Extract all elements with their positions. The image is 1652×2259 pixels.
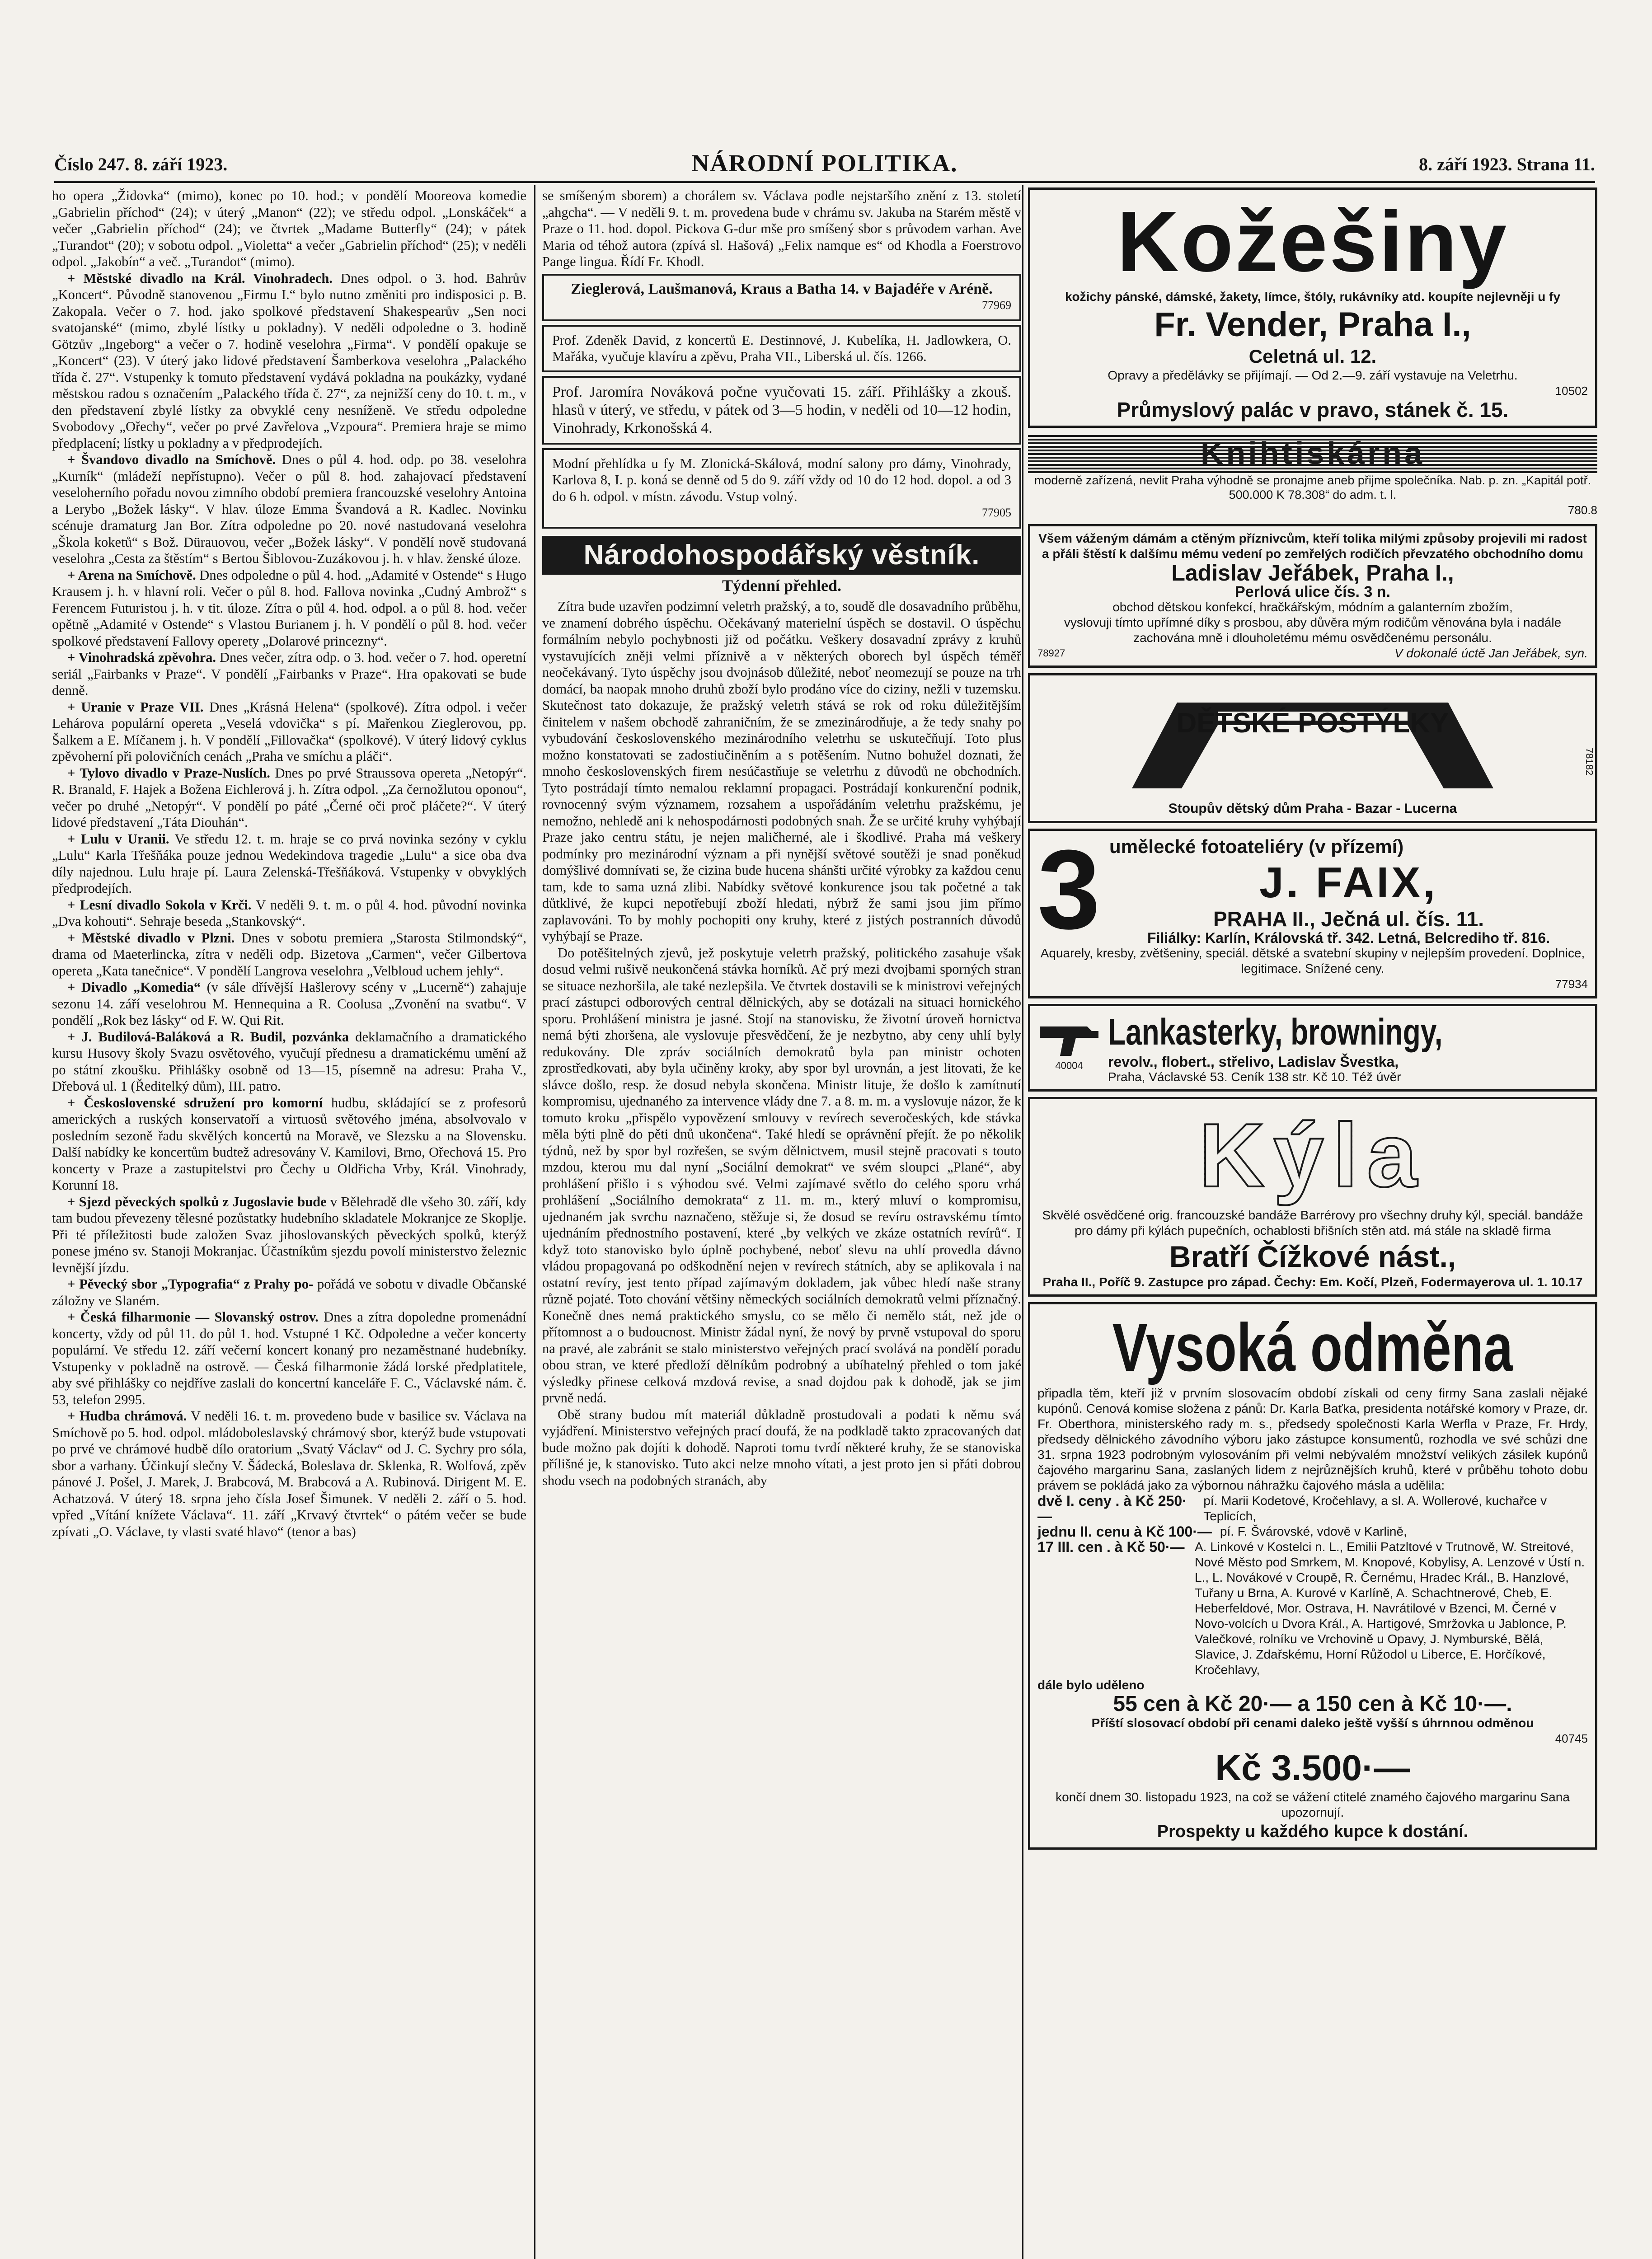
section-banner: Národohospodářský věstník. — [542, 536, 1021, 575]
postylky-ad — [1028, 673, 1597, 823]
kozesiny-ad — [1028, 187, 1597, 428]
notice-heading: + Městské divadlo na Král. Vinohradech. — [67, 270, 333, 286]
kozesiny-repairs: Opravy a předělávky se přijímají. — Od 2.—9. září vystavuje na Veletrhu. — [1108, 368, 1518, 382]
notice-text: ho opera „Židovka“ (mimo), konec po 10. hod.; v pondělí Mooreova komedie „Gabrielin příchod“ (24); v úterý „Manon“ (22); ve středu odpol. „Lonskáček“ a večer „Gabrielin příchod“ (24); ve čtvrtek „Madame Butterfly“ (24); v pátek „Turandot“ (20); v sobotu odpol. „Violetta“ a večer „Gabrielin příchod“ (25); v neděli odpol. „Jakobín“ a več. „Turandot“ (mimo). — [52, 188, 526, 269]
theatre-notice — [52, 1095, 526, 1194]
ad-number: 10502 — [1555, 384, 1588, 398]
theatre-notice — [52, 567, 526, 650]
lankasterky-ad — [1028, 1004, 1597, 1092]
total-reward: Kč 3.500·— — [1215, 1747, 1410, 1788]
notice-heading: + Městské divadlo v Plzni. — [67, 930, 235, 946]
faix-address: PRAHA II., Ječná ul. čís. 11. — [1213, 907, 1484, 931]
theatre-notice — [52, 1194, 526, 1276]
notice-heading: + Uranie v Praze VII. — [67, 699, 204, 715]
notice-text: hudbu, skládající se z profesorů amerických a ruských konservatoří a virtuosů světového jména, absolvovalo v posledním sezoně řadu skvělých koncertů na Moravě, ve Slezsku a na Slovensku. Další nabídky ke koncertům budtež adresovány V. Kamilovi, Brno, Ořechová 15. Pro koncerty v Praze a zastupitelstvi pro Čechy u Oldřicha Vrby, Král. Vinohrady, Korunní 18. — [52, 1095, 526, 1193]
kozesiny-text: kožichy pánské, dámské, žakety, límce, štóly, rukávníky atd. koupíte nejlevněji u fy — [1065, 290, 1561, 304]
notice-heading: + Tylovo divadlo v Praze-Nuslích. — [67, 765, 270, 781]
david-notice: Prof. Zdeněk David, z koncertů E. Destinnové, J. Kubelíka, H. Jadlowkera, O. Mařáka, vyučuje klavíru a zpěvu, Praha VII., Liberská ul. čís. 1266. — [552, 332, 1011, 364]
faix-headline: umělecké fotoateliéry (v přízemí) — [1109, 835, 1404, 857]
faix-services: Aquarely, kresby, zvětšeniny, speciál. dětské a svatební skupiny v nejlepším provedení. Doplnice, legitimace. Snížené ceny. — [1040, 946, 1585, 975]
notice-text: (v sále dřívější Hašlerovy scény v „Lucerně“) zahajuje sezonu 14. září veselohrou M. Hennequina a R. Coolusa „Zvonění na svatbu“. V pondělí „Rok bez lásky“ od F. W. Qui Rit. — [52, 980, 526, 1028]
ad-number: 77934 — [1555, 977, 1588, 991]
section-subtitle: Týdenní přehled. — [722, 576, 842, 595]
advertisement-column — [1028, 187, 1597, 2259]
issue-number: Číslo 247. 8. září 1923. — [54, 154, 228, 174]
bajadera-notice-box — [542, 274, 1021, 321]
prize-list — [1037, 1493, 1588, 1678]
notice-heading: + Hudba chrámová. — [67, 1408, 187, 1424]
theatre-notice — [52, 451, 526, 567]
faix-ad — [1028, 829, 1597, 998]
ad-number: 78927 — [1037, 647, 1065, 659]
notice-heading: + Lulu v Uranii. — [67, 831, 169, 847]
theatre-notice — [52, 699, 526, 765]
ad-number: 780.8 — [1568, 503, 1597, 517]
notice-text: Ve středu 12. t. m. hraje se co prvá novinka sezóny v cyklu „Lulu“ Karla Třešňáka pouze jednou Wedekindova tragedie „Lulu“ a sice oba dva díly najednou. Lulu hraje pí. Laura Zelenská-Třešňáková. Vstupenky v obvyklých předprodejích. — [52, 831, 526, 896]
theatre-notice — [52, 1408, 526, 1540]
novakova-notice-box — [542, 376, 1021, 445]
faix-firm: J. FAIX, — [1259, 858, 1438, 907]
newspaper-title: NÁRODNÍ POLITIKA. — [691, 150, 958, 177]
notice-text: v Bělehradě dle všeho 30. září, kdy tam budou převezeny tělesné pozůstatky hudebního skladatele Mokranjce ze Skoplje. Při té příležitosti bude založen Svaz jihoslovanských pěveckých spolků, kterýž ponese jméno sv. Stanoji Mokranjac. Účastníkům sjezdu povolí ministerstvo železnic levnější jízdu. — [52, 1194, 526, 1275]
notice-text: Dnes po prvé Straussova opereta „Netopýr“. R. Branald, F. Hajek a Božena Eichlerová j. h. Zítra odpol. „Za černožlutou oponou“, večer po druhé „Netopýr“. V pondělí po páté „Černé oči proč pláčete?“. V úterý lidové představení „Táta Diouhán“. — [52, 765, 526, 830]
jerabek-ad — [1028, 524, 1597, 668]
article-paragraph: Zítra bude uzavřen podzimní veletrh pražský, a to, soudě dle dosavadního průběhu, ve znamení dobrého úspěchu. Očekávaný materielní úspěch se dostavil. O úspěchu formálním nebylo pochybnosti již od počátku. Veškery dosavadní zprávy z kruhů vystavujících zněji velmi příznivě a v některých oborech byl úspěch téměř neočekávaný. Tyto úspěchy jsou dvojnásob důležité, neboť neomezují se pouze na trh domácí, ba naopak mnoho druhů zboží bylo prodáno více do ciziny, nežli v tuzemsku. Skutečnost tato dokazuje, že pražský veletrh stává se rok od roku důležitějším činitelem v našem obchodě zahraničním, že se zmezinárodňuje, a že tedy snahy po vybudování československého mezinárodního veletrhu se uskutečňují. Toto plus možno konstatovati se zadostiučiněním a s potěšením. Nutno bohužel doznati, že mnoho československých firem nesúčastňuje se veletrhu z důvodů ne obchodních. Tyto postrádají tímto nemalou reklamní propagaci. Postrádají konkurenční podnik, rovnocenný svým významem, rozsahem a uspořádáním veletrhu pražskému, je nemožno, nehledě ani k nehospodárnosti podobných snah. Že se určité kruhy vyhýbají Praze jako centru státu, je nejen maličherné, ale i škodlivé. Praha má veškery podmínky pro mezinárodní význam a při nynější světové soutěži je snad poněkud domýšlivé domnívati se, že cizina bude hucena shánšti určité výrobky za každou cenu tam, kde to sama uzná zlibi. Nabídky světové konkurence jsou tak početné a tak důtklivé, že kupci nepotřebují zboží hledati, nýbrž že sami jsou jim přímo zaplavováni. To by mohly pochopiti ony kruhy, které z jistých postranních důvodů vyhýbají se Praze. — [542, 599, 1021, 944]
bajadera-notice: Zieglerová, Laušmanová, Kraus a Batha 14. v Bajadéře v Aréně. — [571, 280, 993, 297]
theatre-notice — [52, 1029, 526, 1095]
masthead-rule — [54, 181, 1595, 183]
theatre-notice — [52, 270, 526, 452]
jerabek-signature: V dokonalé úctě Jan Jeřábek, syn. — [1394, 646, 1588, 660]
notice-heading: + Švandovo divadlo na Smíchově. — [67, 452, 276, 467]
novakova-notice: Prof. Jaromíra Nováková počne vyučovati 15. září. Přihlášky a zkouš. hlasů v úterý, ve středu, v pátek od 3—5 hodin, v neděli od 10—12 hodin, Vinohrady, Krkonošská 4. — [552, 383, 1011, 436]
theatre-notice — [52, 765, 526, 831]
ad-number: 40745 — [1555, 1731, 1588, 1745]
theatre-notice — [52, 1309, 526, 1408]
notice-heading: + Divadlo „Komedia“ — [67, 980, 201, 995]
more-prizes-label: dále bylo uděleno — [1037, 1678, 1145, 1692]
article-paragraph: Do potěšitelných zjevů, jež poskytuje veletrh pražský, politického zasahuje však dosud velmi rušivě neukončená stávka horníků. Ač prý mezi dvojbami sporných stran se situace nezhoršila, ale také nezlepšila. Ve čtvrtek dostavili se k ministrovi veřejných prací zástupci odborových central dělnických, aby se dotázali na situaci hornického sporu. Prohlášení ministra je jasné. Stojí na stanovisku, že životní úroveň hornictva nemá býti zhoršena, ale vyslovuje přesvědčení, že je nezbytno, aby ceny uhlí byly redukovány. Dle zpráv sociálních demokratů byla pan ministr ochoten zprostředkovati, aby byla učiněny kroky, aby spor byl urovnán, a jest litovati, že ke slávce došlo, resp. že dosud nebyla skončena. Ministr lituje, že došlo k zamítnutí kompromisu, ujednaného za intervence vlády dne 7. a 8. m. m. a vyslovuje názor, že k tomuto kroku „přispělo vypovězení smlouvy v revírech severočeských, kde stávka měla býti plně do pěti dnů ukončena“. Také hledí se oprávnění přejít. že po několik týdnů, než by spor byl rozřešen, se svým dělnictvem, musil stejně pracovati s touto mzdou, kterou mu dal nyní „Sociální demokrat“ ve svém sloupci „Plané“, aby prohlášení přišlo i s výhodou své. Velmi zajímavé světlo do celého sporu vrhá prohlášení „Sociálního demokrata“ z 11. m. m., který mluví o kompromisu, ujednaném jak svrchu naznačeno, stěžuje si, že dosud se revíru ostravskému tímto ujednáním přednostního postavení, které „by velkých ve zkáze ostatních revírů“. I když toto stanovisko bylo úplně pochybené, neboť slevu na uhlí provedla dávno vládou propagovaná po odškodnění nejen v revírech státních, aby se aplikovala i na ostatní revíry, jest tento případ zajímavým dokladem, jak vůbec hledí naše strany různě pojaté. Toto chování většiny německých sociálních demokratů velmi příznačný. Konečně dnes nemá praktického smyslu, co se mělo či nemělo stát, než jde o přítomnost a o budoucnost. Ministr žádal nyní, že nový by prvně vstupoval do sporu na pravé, ale zabránit se stalo ministerstvo veřejných prací svolává na pondělí poradu obou stran, ve které předloží dělníkům podrobný a ubíhatelný přehled o tom jaké výsledky přinese celková mzdová revise, a snad dojdou pak k dohodě, jak se jim prvně nedá. — [542, 945, 1021, 1406]
prize-row: jednu II. cenu à Kč 100·— pí. F. Švárovské, vdově v Karlině, — [1037, 1523, 1407, 1540]
odmena-title: Vysoká odměna — [1112, 1309, 1513, 1385]
notice-heading: + Sjezd pěveckých spolků z Jugoslavie bude — [67, 1194, 327, 1209]
notice-text: Dnes večer, zítra odp. o 3. hod. večer o 7. hod. operetní seriál „Fairbanks v Praze“. V pondělí „Fairbanks v Praze“. Hra opakovati se bude denně. — [52, 650, 526, 698]
notice-heading: + Vinohradská zpěvohra. — [67, 650, 216, 665]
ad-number: 40004 — [1055, 1059, 1083, 1071]
cizek-address: Praha II., Poříč 9. Zastupce pro západ. Čechy: Em. Kočí, Plzeň, Fodermayerova ul. 1. 10.17 — [1042, 1275, 1583, 1289]
knihtiskarna-ad — [1028, 433, 1597, 519]
lankasterky-title: Lankasterky, browningy, — [1108, 1011, 1443, 1053]
column-divider — [1022, 185, 1023, 2259]
date-page-number: 8. září 1923. Strana 11. — [1419, 154, 1595, 174]
notice-text: deklamačního a dramatického kursu Husovy školy Svazu osvětového, vyučují přednesu a dramatickému umění až po státní zkoušku. Přihlášky osobně od 13—15, písemně na adresu: Praha V., Dřebová ul. 1 (Ředitelký dům), III. patro. — [52, 1029, 526, 1094]
vender-street: Celetná ul. 12. — [1248, 346, 1377, 367]
faix-branches: Filiálky: Karlín, Královská tř. 342. Letná, Belcrediho tř. 816. — [1147, 929, 1550, 946]
notice-heading: + Pěvecký sbor „Typografia“ z Prahy po- — [67, 1276, 314, 1292]
economy-column — [542, 187, 1021, 2259]
lankasterky-address: Praha, Václavské 53. Ceník 138 str. Kč 10. Též úvěr — [1108, 1069, 1401, 1084]
lankasterky-seller: revolv., flobert., střelivo, Ladislav Švestka, — [1108, 1053, 1399, 1070]
next-drawing: Příští slosovací období při cenami daleko ještě vyšší s úhrnnou odměnou — [1091, 1715, 1534, 1730]
jerabek-thanks: vyslovuji tímto upřímné díky s prosbou, aby důvěra mým rodičům věnována byla i nadále zachována mně i dlouholetému mému osvědčenému personálu. — [1064, 615, 1562, 645]
jerabek-intro: Všem váženým dámám a ctěným příznivcům, kteří tolika milými způsoby projevili mi radost a přáli štěstí k dalšímu mému vedení po zemřelých rodičích převzatého obchodního domu — [1038, 531, 1587, 561]
ad-number: 78182 — [1584, 747, 1595, 775]
notice-heading: + Arena na Smíchově. — [67, 567, 196, 583]
more-prizes: 55 cen à Kč 20·— a 150 cen à Kč 10·—. — [1113, 1692, 1512, 1716]
theatre-notice — [52, 930, 526, 980]
masthead — [54, 149, 1595, 181]
notice-heading: + Česká filharmonie — Slovanský ostrov. — [67, 1309, 319, 1325]
fashion-show-notice: Modní přehlídka u fy M. Zlonická-Skálová, modní salony pro dámy, Vinohrady, Karlova 8, I. p. koná se denně od 5 do 9. září vždy od 10 do 12 hod. dopol. a od 3 do 6 h. odpol. v místn. závodu. Vstup volný. — [552, 455, 1011, 504]
theatre-notice — [52, 897, 526, 930]
kozesiny-title: Kožešiny — [1117, 194, 1509, 290]
notice-text: Dnes a zítra dopoledne promenádní koncerty, vždy od půl 11. do půl 1. hod. Vstupné 1 Kč. Odpoledne a večer koncerty populární. Ve středu 12. září večerní koncert konaný pro nezaměstnané hudebníky. Vstupenky v pokladně na ostrově. — Česká filharmonie žádá lorské předplatitele, aby své přihlášky co nejdříve zaslali do koncertní kanceláře F. C., Václavské nám. č. 53, telefon 2995. — [52, 1309, 526, 1407]
jerabek-street: Perlová ulice čís. 3 n. — [1235, 583, 1390, 600]
theatre-column — [52, 187, 526, 2259]
column-divider — [534, 185, 535, 2259]
david-notice-box — [542, 325, 1021, 372]
jerabek-firm: Ladislav Jeřábek, Praha I., — [1171, 560, 1454, 586]
sana-ad — [1028, 1302, 1597, 1850]
notice-text: Dnes odpol. o 3. hod. Bahrův „Koncert“. Původně stanovenou „Firmu I.“ bylo nutno změniti pro indisposici p. B. Zakopala. Večer o 7. hod. jako spolkové představení Shakespearův „Sen noci svatojanské“ (mimo, zbylé lístky u pokladny). V neděli odpoledne o 3. hodině Götzův „Ingeborg“ a večer o 7. hodině veselohra „Firma“. V pondělí opakuje se „Koncert“ (23). V úterý jako lidové představení Šamberkova veselohra „Palackého třída č. 27“. Vstupenky k tomuto představení vydává pokladna na poukázky, vydané městskou radou s označením „Palackého třída č. 27“, za nejnižší ceny do 10. t. m., v den představení zbylé lístky za obvyklé ceny nesníženě. Ve středu odpoledne Svobodovy „Ořechy“, večer po prvé Zavřelova „Vzpoura“. Premiera hraje se mimo předplacení; lístky u pokladny a v předprodejích. — [52, 270, 526, 451]
cizek-firm: Bratří Čížkové nást., — [1169, 1239, 1456, 1273]
jerabek-desc: obchod dětskou konfekcí, hračkářským, módním a galanterním zbožím, — [1112, 600, 1513, 614]
notice-text: pořádá ve sobotu v divadle Občanské záložny ve Slaném. — [52, 1276, 526, 1308]
knihtiskarna-text: moderně zařízená, nevlit Praha výhodně se pronajme aneb přijme společníka. Nab. p. zn. „Kapitál potř. 500.000 K 78.308“ do adm. t. l. — [1034, 473, 1591, 501]
notice-text: Dnes odpoledne o půl 4. hod. „Adamité v Ostende“ s Hugo Krausem j. h. v hlavní roli. Večer o půl 8. hod. Fallova novinka „Cudný Ambrož“ s Ferencem Futuristou j. h. v tit. úloze. Zítra o půl 4. hod. odpol. a o půl 8. hod. večer opětně „Adamité v Ostende“ s Vlastou Burianem j. h. V pondělí o půl 8. hod. večer spolkové představení Fallovy operety „Dolarové princezny“. — [52, 567, 526, 649]
prize-row: 17 III. cen . à Kč 50·— A. Linkové v Kostelci n. L., Emilii Patzltové v Trutnově, W. Streitové, Nové Město pod Smrkem, M. Knopové, Kobylisy, A. Lenzové v Ústí n. L., L. Novákové v Croupě, R. Černému, Hradec Král., B. Hanzlové, Tuřany u Brna, A. Kurové v Karlíně, A. Schachtnerové, Cheb, E. Heberfeldové, Mor. Ostrava, H. Navrátilové v Bzenci, M. Černé v Novo-volcích u Dvora Král., A. Hartigové, Smržovka u Jablonce, P. Valečkové, rolníku ve Vrchovině u Opavy, J. Nymburské, Bělá, Slavice, J. Zdařskému, Horní Růžodol u Liberce, E. Horčíkové, Kročehlavy, — [1037, 1538, 1585, 1677]
theatre-notice — [52, 979, 526, 1029]
notice-text: V neděli 9. t. m. o půl 4. hod. původní novinka „Dva kohouti“. Sehraje beseda „Stankovský“. — [52, 897, 526, 929]
notice-text: V neděli 16. t. m. provedeno bude v basilice sv. Václava na Smíchově po 5. hod. odpol. mládoboleslavský chrámový sbor, kterýž bude vstupovati po prvé ve chrámové hudbě dílo oratorium „Svatý Václav“ od J. C. Sychry pro sóla, sbor a varhany. Účinkují slečny V. Šádecká, Boleslava dr. Sklenka, R. Wolfová, zpěv pánové J. Pošel, J. Marek, J. Brabcová, M. Brabcová a A. Rubinová. Dirigent M. E. Achatzová. V úterý 18. srpna jeho čísla Josef Šimunek. V neděli 2. září o 5. hod. vpřed „Vítání knížete Václava“. 11. září „Krvavý čtvrtek“ o pátém večer se bude zpívati „O. Václave, ty vlasti svaté hlavo“ (tenor a bas) — [52, 1408, 526, 1539]
kyla-title: Kýla — [1037, 1104, 1588, 1208]
postylky-footer: Stoupův dětský dům Praha - Bazar - Lucerna — [1168, 801, 1457, 816]
faix-number: 3 — [1037, 828, 1101, 952]
article-paragraph: Obě strany budou mít materiál důkladně prostudovali a podati k němu svá vyjádření. Ministerstvo veřejných prací doufá, že na podkladě takto zpracovaných dat bude možno pak dojíti k dohodě. Naproti tomu tvrdí některé kruhy, že se stanoviska přílišné je, k stanovisko. Tuto akci nelze mnoho vítati, a jest proto jen si přáti dobrou shodu vsech na podobných stranách, aby — [542, 1406, 1021, 1488]
odmena-end: končí dnem 30. listopadu 1923, na což se vážení ctitelé znamého čajového margarinu Sana upozornují. — [1056, 1790, 1570, 1819]
revolver-icon — [1037, 1022, 1101, 1058]
kozesiny-footer: Průmyslový palác v pravo, stánek č. 15. — [1117, 398, 1509, 422]
theatre-notice — [52, 1276, 526, 1309]
notice-text: Dnes v sobotu premiera „Starosta Stilmondský“, drama od Maeterlincka, zítra v neděli odp. Bizetova „Carmen“, večer Gilbertova opereta „Kata tanečnice“. V pondělí Langrova veselohra „Velbloud uchem jehly“. — [52, 930, 526, 979]
notice-heading: + Lesní divadlo Sokola v Krči. — [67, 897, 252, 913]
notice-text: Dnes „Krásná Helena“ (spolkové). Zítra odpol. i večer Lehárova populární opereta „Veselá vdovička“ s pí. Mařenkou Zieglerovou, pp. Šalkem a E. Míčanem j. h. V pondělí „Fillovačka“ (spolkové). V úterý lidový cyklus zpěvoherní při polovičních cenách „Praha ve smíchu a pláči“. — [52, 699, 526, 764]
postylky-title: DĚTSKÉ POSTÝLKY — [1176, 707, 1449, 739]
music-notice: se smíšeným sborem) a chorálem sv. Václava podle nejstaršího znění z 13. století „ahgcha“. — V neděli 9. t. m. provedena bude v chrámu sv. Jakuba na Starém městě v Praze o 11. hod. dopol. Pickova G-dur mše pro smíšený sbor s průvodem varhan. Ave Maria od téhož autora (zpívá sl. Hašová) „Felix namque es“ od Khodla a Foerstrovo Pange lingua. Řídí Fr. Khodl. — [542, 188, 1021, 269]
theatre-notice — [52, 831, 526, 897]
knihtiskarna-title: Knihtiskárna — [1028, 433, 1597, 473]
theatre-notice — [52, 649, 526, 699]
kyla-ad — [1028, 1097, 1597, 1297]
fashion-show-box — [542, 448, 1021, 529]
vender-firm: Fr. Vender, Praha I., — [1154, 305, 1471, 344]
notice-number: 77969 — [982, 299, 1011, 312]
odmena-intro: připadla těm, kteří již v prvním slosovacím období získali od ceny firmy Sana zaslali nějaké kupónů. Cenová komise složena z pánů: Dr. Karla Baťka, presidenta notářské komory v Praze, dr. Fr. Oberthora, ministerského rady m. s., předsedy společnosti Karla Werfla v Praze, Fr. Hrdy, předsedy dělnického závodního výboru jako zástupce konsumentů, rozhodla ve své schůzi dne 31. srpna 1923 podrobným vylosováním při velmi nebývalém množství velikých zásilek kupónů čajového margarinu Sana, zaslaných lidem z nejrůznějších kruhů, které v průběhu tohoto dobu právem se pokládá jako za výbornou náhražku čajového másla a udělila: — [1037, 1386, 1588, 1492]
notice-text: Dnes o půl 4. hod. odp. po 38. veselohra „Kurník“ (mládeží nepřístupno). Večer o půl 8. hod. zahajovací představení veseloherního pořadu novou zimního období premiera francouzské veselohry Antoina a Lerybo „Božek lásky“. V hlav. úloze Emma Švandová a R. Kadlec. Novinku scénuje dramaturg Jan Bor. Zítra odpoledne po 20. nové nastudovaná veselohra „Škola koketů“ s Bož. Dürauovou, večer „Božek lásky“. V pondělí nově studovaná veselohra „Cesta za štěstím“ s Bertou Šiblovou-Zuzákovou j. h. v hlav. ženské úloze. — [52, 452, 526, 566]
theatre-notice — [52, 187, 526, 270]
notice-heading: + Československé sdružení pro komorní — [67, 1095, 323, 1111]
odmena-footer: Prospekty u každého kupce k dostání. — [1157, 1822, 1469, 1841]
notice-heading: + J. Budilová-Baláková a R. Budil, pozvánka — [67, 1029, 349, 1045]
notice-number: 77905 — [982, 506, 1011, 519]
kyla-text: Skvělé osvědčené orig. francouzské bandáže Barrérovy pro všechny druhy kýl, speciál. bandáže pro dámy při kýlách pupečních, ochablosti břišních stěn atd. má stále na skladě firma — [1042, 1208, 1583, 1237]
prize-row: dvě I. ceny . à Kč 250·— pí. Marii Kodetové, Kročehlavy, a sl. A. Wollerové, kuchařce v Teplicích, — [1037, 1492, 1547, 1524]
